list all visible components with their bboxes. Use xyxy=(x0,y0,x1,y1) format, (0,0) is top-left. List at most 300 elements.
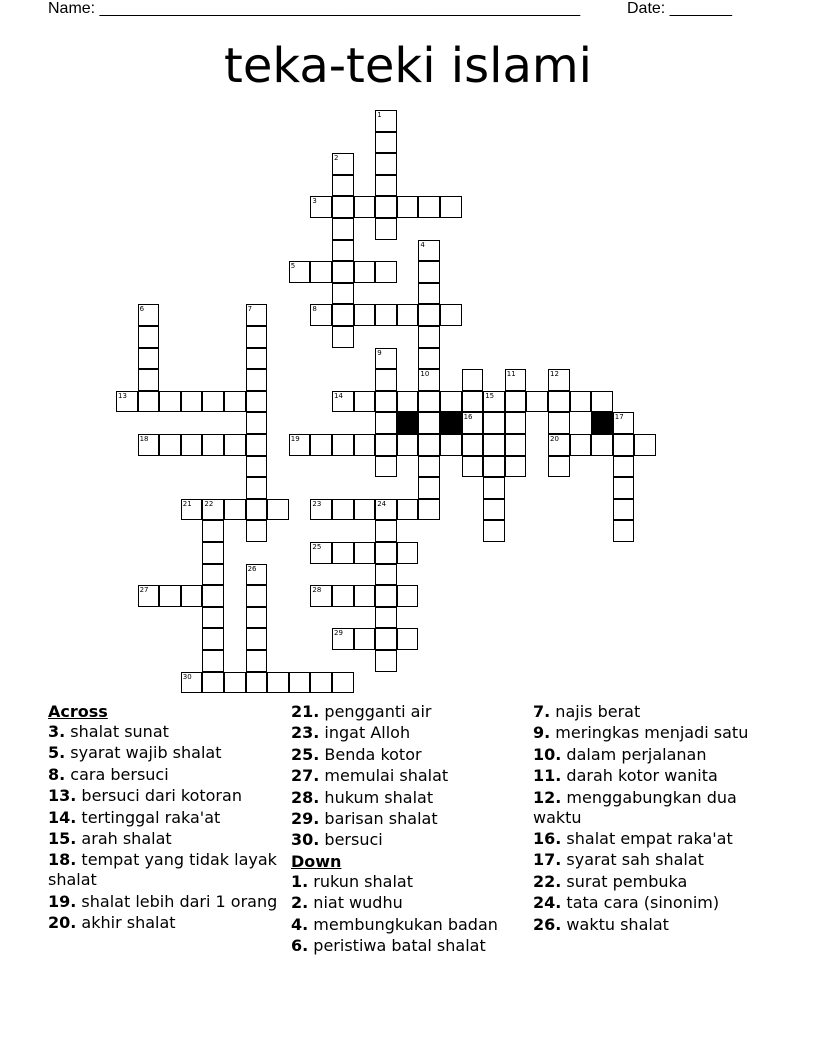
clue-number-label: 23. xyxy=(291,723,320,743)
grid-cell[interactable] xyxy=(354,261,376,283)
grid-cell[interactable] xyxy=(138,434,160,456)
clue-number: 8 xyxy=(312,305,317,314)
grid-cell[interactable] xyxy=(138,304,160,326)
down-clue xyxy=(291,936,526,956)
clue-number: 15 xyxy=(485,391,495,400)
grid-cell[interactable] xyxy=(354,499,376,521)
grid-cell[interactable] xyxy=(613,412,635,434)
grid-cell[interactable] xyxy=(613,456,635,478)
across-clue xyxy=(291,745,526,765)
grid-cell[interactable] xyxy=(375,153,397,175)
grid-cell[interactable] xyxy=(440,434,462,456)
clue-number-label: 29. xyxy=(291,808,320,828)
grid-cell[interactable] xyxy=(202,434,224,456)
grid-cell[interactable] xyxy=(332,304,354,326)
grid-cell[interactable] xyxy=(570,434,592,456)
grid-cell[interactable] xyxy=(224,672,246,694)
across-clue xyxy=(291,723,526,743)
clue-text: cara bersuci xyxy=(65,764,169,784)
clue-number-label: 12. xyxy=(533,787,562,807)
grid-cell[interactable] xyxy=(246,499,268,521)
grid-cell[interactable] xyxy=(375,196,397,218)
clue-number: 20 xyxy=(550,435,559,443)
down-clue xyxy=(533,915,768,935)
clue-number: 27 xyxy=(139,586,149,595)
grid-cell[interactable] xyxy=(310,542,332,564)
grid-cell[interactable] xyxy=(310,261,332,283)
clue-number-label: 14. xyxy=(48,807,77,827)
clue-number-label: 8. xyxy=(48,764,66,784)
grid-cell[interactable] xyxy=(246,585,268,607)
clue-text: memulai shalat xyxy=(319,766,449,786)
clue-number: 10 xyxy=(420,370,430,379)
grid-cell[interactable] xyxy=(332,218,354,240)
clue-number-label: 7. xyxy=(533,702,551,721)
grid-block-cell xyxy=(591,412,613,434)
grid-cell[interactable] xyxy=(418,477,440,499)
clue-text: shalat lebih dari 1 orang xyxy=(76,891,278,911)
grid-cell[interactable] xyxy=(440,391,462,413)
down-clue xyxy=(533,766,768,786)
grid-cell[interactable] xyxy=(138,391,160,413)
clue-number: 12 xyxy=(550,370,559,379)
clue-text: rukun shalat xyxy=(308,871,413,891)
grid-cell[interactable] xyxy=(613,520,635,542)
grid-cell[interactable] xyxy=(418,348,440,370)
clue-number-label: 2. xyxy=(291,893,309,913)
grid-cell[interactable] xyxy=(224,499,246,521)
clue-number: 29 xyxy=(334,629,343,638)
grid-cell[interactable] xyxy=(418,412,440,434)
across-clue xyxy=(48,808,283,828)
grid-cell[interactable] xyxy=(246,326,268,348)
grid-cell[interactable] xyxy=(462,391,484,413)
clue-number: 9 xyxy=(377,348,382,357)
grid-cell[interactable] xyxy=(246,477,268,499)
clue-number-label: 19. xyxy=(48,891,77,911)
across-clue-list-continued xyxy=(291,702,526,850)
down-clue-list-continued xyxy=(533,702,768,935)
grid-cell[interactable] xyxy=(483,456,505,478)
clue-number: 24 xyxy=(377,499,387,508)
clue-text: ingat Alloh xyxy=(319,723,411,743)
grid-cell[interactable] xyxy=(138,348,160,370)
grid-cell[interactable] xyxy=(159,434,181,456)
clue-number: 17 xyxy=(614,413,624,422)
grid-cell[interactable] xyxy=(375,564,397,586)
across-clue xyxy=(48,786,283,806)
down-clue xyxy=(291,893,526,913)
grid-cell[interactable] xyxy=(375,369,397,391)
grid-cell[interactable] xyxy=(159,585,181,607)
grid-cell[interactable] xyxy=(138,585,160,607)
grid-cell[interactable] xyxy=(397,391,419,413)
grid-cell[interactable] xyxy=(246,348,268,370)
page-title: teka-teki islami xyxy=(224,38,592,94)
clue-number: 21 xyxy=(182,499,192,508)
clue-number-label: 21. xyxy=(291,702,320,721)
across-clue xyxy=(291,766,526,786)
grid-cell[interactable] xyxy=(181,434,203,456)
across-clue xyxy=(48,722,283,742)
grid-cell[interactable] xyxy=(116,391,138,413)
grid-cell[interactable] xyxy=(375,110,397,132)
grid-cell[interactable] xyxy=(570,391,592,413)
clue-number: 2 xyxy=(334,154,339,163)
grid-cell[interactable] xyxy=(397,542,419,564)
grid-cell[interactable] xyxy=(375,348,397,370)
clue-text: shalat sunat xyxy=(65,722,169,741)
grid-cell[interactable] xyxy=(246,391,268,413)
grid-cell[interactable] xyxy=(440,304,462,326)
clue-number-label: 13. xyxy=(48,786,77,806)
grid-cell[interactable] xyxy=(548,456,570,478)
clue-number: 25 xyxy=(312,543,322,551)
grid-cell[interactable] xyxy=(246,520,268,542)
grid-cell[interactable] xyxy=(246,650,268,672)
grid-cell[interactable] xyxy=(483,499,505,521)
clue-number-label: 25. xyxy=(291,744,320,764)
down-clue xyxy=(533,702,768,722)
grid-cell[interactable] xyxy=(310,585,332,607)
grid-cell[interactable] xyxy=(548,369,570,391)
grid-cell[interactable] xyxy=(224,391,246,413)
grid-cell[interactable] xyxy=(418,456,440,478)
grid-cell[interactable] xyxy=(418,261,440,283)
grid-cell[interactable] xyxy=(397,585,419,607)
clue-number: 6 xyxy=(139,305,145,314)
clue-number: 1 xyxy=(377,111,382,119)
grid-cell[interactable] xyxy=(332,283,354,305)
clue-text: dalam perjalanan xyxy=(561,744,707,764)
clue-number: 19 xyxy=(290,435,300,443)
grid-cell[interactable] xyxy=(246,304,268,326)
grid-cell[interactable] xyxy=(462,369,484,391)
grid-cell[interactable] xyxy=(246,672,268,694)
down-clue xyxy=(291,915,526,935)
clue-number: 5 xyxy=(290,262,296,271)
grid-cell[interactable] xyxy=(418,304,440,326)
grid-cell[interactable] xyxy=(418,434,440,456)
clue-number-label: 20. xyxy=(48,913,77,933)
clue-number: 30 xyxy=(182,672,192,681)
clue-text: arah shalat xyxy=(76,828,172,848)
across-clue xyxy=(48,765,283,785)
grid-cell[interactable] xyxy=(246,628,268,650)
clue-text: hukum shalat xyxy=(319,787,434,807)
grid-cell[interactable] xyxy=(354,628,376,650)
down-clue xyxy=(533,829,768,849)
across-clue xyxy=(48,892,283,912)
clue-number: 28 xyxy=(312,586,322,595)
grid-cell[interactable] xyxy=(159,391,181,413)
grid-cell[interactable] xyxy=(332,391,354,413)
down-clue xyxy=(291,872,526,892)
clue-number: 4 xyxy=(420,240,425,249)
clue-number: 13 xyxy=(118,391,127,400)
across-clue xyxy=(48,913,283,933)
grid-cell[interactable] xyxy=(332,196,354,218)
across-clue xyxy=(48,850,283,890)
clue-number-label: 22. xyxy=(533,871,562,891)
clue-number-label: 6. xyxy=(291,935,309,955)
clue-number: 23 xyxy=(312,499,322,508)
clue-text: pengganti air xyxy=(319,702,432,721)
grid-cell[interactable] xyxy=(181,672,203,694)
grid-cell[interactable] xyxy=(310,499,332,521)
clue-text: akhir shalat xyxy=(76,913,176,933)
clue-number-label: 4. xyxy=(291,914,309,934)
grid-cell[interactable] xyxy=(246,412,268,434)
grid-cell[interactable] xyxy=(181,499,203,521)
clue-text: bersuci xyxy=(319,830,383,850)
clue-number-label: 28. xyxy=(291,787,320,807)
across-clue xyxy=(48,829,283,849)
grid-cell[interactable] xyxy=(354,585,376,607)
grid-cell[interactable] xyxy=(289,261,311,283)
grid-cell[interactable] xyxy=(397,628,419,650)
clue-number-label: 18. xyxy=(48,850,77,870)
grid-cell[interactable] xyxy=(397,196,419,218)
grid-cell[interactable] xyxy=(202,564,224,586)
grid-cell[interactable] xyxy=(202,391,224,413)
clue-number: 11 xyxy=(506,370,516,379)
grid-cell[interactable] xyxy=(246,369,268,391)
grid-cell[interactable] xyxy=(483,391,505,413)
grid-cell[interactable] xyxy=(483,477,505,499)
grid-cell[interactable] xyxy=(246,434,268,456)
grid-cell[interactable] xyxy=(332,499,354,521)
grid-cell[interactable] xyxy=(202,607,224,629)
grid-cell[interactable] xyxy=(246,607,268,629)
clue-number-label: 11. xyxy=(533,766,562,786)
across-clue-list xyxy=(48,722,283,933)
grid-cell[interactable] xyxy=(483,412,505,434)
grid-cell[interactable] xyxy=(375,218,397,240)
grid-cell[interactable] xyxy=(332,542,354,564)
clue-number-label: 26. xyxy=(533,914,562,934)
clue-text: darah kotor wanita xyxy=(561,766,718,786)
grid-cell[interactable] xyxy=(591,391,613,413)
clues-column-3 xyxy=(533,702,768,936)
name-field-label: Name: ______________________________________________________ xyxy=(48,0,581,17)
clue-text: peristiwa batal shalat xyxy=(308,935,486,955)
grid-cell[interactable] xyxy=(354,391,376,413)
clue-number: 7 xyxy=(247,305,253,314)
across-clue xyxy=(48,743,283,763)
grid-cell[interactable] xyxy=(332,175,354,197)
clue-number-label: 16. xyxy=(533,828,562,848)
grid-cell[interactable] xyxy=(289,434,311,456)
clue-text: tempat yang tidak layak shalat xyxy=(48,850,277,890)
clue-text: syarat wajib shalat xyxy=(65,743,222,763)
grid-cell[interactable] xyxy=(418,326,440,348)
grid-cell[interactable] xyxy=(354,304,376,326)
grid-cell[interactable] xyxy=(375,628,397,650)
grid-block-cell xyxy=(397,412,419,434)
grid-cell[interactable] xyxy=(526,391,548,413)
grid-cell[interactable] xyxy=(634,434,656,456)
grid-cell[interactable] xyxy=(505,412,527,434)
grid-cell[interactable] xyxy=(440,196,462,218)
clue-number-label: 24. xyxy=(533,893,562,913)
grid-cell[interactable] xyxy=(483,434,505,456)
grid-cell[interactable] xyxy=(462,456,484,478)
down-clue xyxy=(533,893,768,913)
grid-cell[interactable] xyxy=(138,369,160,391)
grid-cell[interactable] xyxy=(202,520,224,542)
grid-cell[interactable] xyxy=(613,499,635,521)
grid-cell[interactable] xyxy=(375,304,397,326)
grid-cell[interactable] xyxy=(375,542,397,564)
grid-cell[interactable] xyxy=(181,391,203,413)
grid-cell[interactable] xyxy=(505,369,527,391)
across-clue xyxy=(291,788,526,808)
grid-cell[interactable] xyxy=(202,585,224,607)
grid-cell[interactable] xyxy=(375,607,397,629)
grid-cell[interactable] xyxy=(202,499,224,521)
down-clue-list xyxy=(291,872,526,956)
grid-cell[interactable] xyxy=(375,456,397,478)
clue-number: 22 xyxy=(204,499,214,508)
grid-cell[interactable] xyxy=(332,261,354,283)
grid-cell[interactable] xyxy=(354,542,376,564)
grid-cell[interactable] xyxy=(202,628,224,650)
grid-cell[interactable] xyxy=(397,304,419,326)
grid-cell[interactable] xyxy=(267,672,289,694)
down-clue xyxy=(533,850,768,870)
grid-cell[interactable] xyxy=(418,240,440,262)
clue-number: 3 xyxy=(312,197,317,206)
grid-cell[interactable] xyxy=(310,304,332,326)
grid-cell[interactable] xyxy=(397,434,419,456)
clue-text: bersuci dari kotoran xyxy=(76,786,242,806)
grid-cell[interactable] xyxy=(332,672,354,694)
across-clue xyxy=(291,809,526,829)
clue-text: Benda kotor xyxy=(319,744,422,764)
grid-cell[interactable] xyxy=(354,434,376,456)
grid-cell[interactable] xyxy=(375,434,397,456)
clue-number-label: 30. xyxy=(291,830,320,850)
date-field-label: Date: _______ xyxy=(627,0,732,17)
clue-number-label: 3. xyxy=(48,722,66,741)
clue-number: 16 xyxy=(463,413,473,422)
grid-cell[interactable] xyxy=(332,153,354,175)
clue-text: menggabungkan dua waktu xyxy=(533,787,737,827)
grid-cell[interactable] xyxy=(202,672,224,694)
grid-cell[interactable] xyxy=(181,585,203,607)
grid-cell[interactable] xyxy=(418,196,440,218)
grid-cell[interactable] xyxy=(289,672,311,694)
grid-cell[interactable] xyxy=(418,391,440,413)
clue-text: shalat empat raka'at xyxy=(561,828,733,848)
clue-text: membungkukan badan xyxy=(308,914,498,934)
grid-cell[interactable] xyxy=(505,456,527,478)
clue-text: barisan shalat xyxy=(319,808,438,828)
clue-text: meringkas menjadi satu xyxy=(550,723,749,743)
grid-cell[interactable] xyxy=(246,564,268,586)
grid-cell[interactable] xyxy=(505,434,527,456)
grid-cell[interactable] xyxy=(332,585,354,607)
grid-cell[interactable] xyxy=(310,196,332,218)
clue-number: 18 xyxy=(139,435,149,443)
clue-text: syarat sah shalat xyxy=(561,850,704,870)
clue-text: najis berat xyxy=(550,702,641,721)
clue-number-label: 17. xyxy=(533,850,562,870)
grid-cell[interactable] xyxy=(202,650,224,672)
clue-number-label: 10. xyxy=(533,744,562,764)
clue-text: surat pembuka xyxy=(561,871,688,891)
grid-cell[interactable] xyxy=(202,542,224,564)
grid-cell[interactable] xyxy=(332,326,354,348)
clue-number: 26 xyxy=(247,564,257,573)
grid-cell[interactable] xyxy=(310,434,332,456)
grid-cell[interactable] xyxy=(375,175,397,197)
grid-cell[interactable] xyxy=(354,196,376,218)
grid-cell[interactable] xyxy=(332,628,354,650)
down-clue xyxy=(533,872,768,892)
across-clue xyxy=(291,830,526,850)
clue-text: tata cara (sinonim) xyxy=(561,893,720,913)
grid-cell[interactable] xyxy=(613,434,635,456)
grid-cell[interactable] xyxy=(246,456,268,478)
clue-text: tertinggal raka'at xyxy=(76,807,221,827)
grid-cell[interactable] xyxy=(462,412,484,434)
grid-cell[interactable] xyxy=(267,499,289,521)
down-heading: Down xyxy=(291,851,342,871)
grid-cell[interactable] xyxy=(375,391,397,413)
grid-cell[interactable] xyxy=(375,132,397,154)
down-clue xyxy=(533,723,768,743)
grid-cell[interactable] xyxy=(332,434,354,456)
grid-cell[interactable] xyxy=(397,499,419,521)
grid-cell[interactable] xyxy=(462,434,484,456)
clue-number-label: 15. xyxy=(48,828,77,848)
grid-cell[interactable] xyxy=(138,326,160,348)
grid-cell[interactable] xyxy=(375,412,397,434)
grid-cell[interactable] xyxy=(375,650,397,672)
clue-number-label: 9. xyxy=(533,723,551,743)
grid-block-cell xyxy=(440,412,462,434)
grid-cell[interactable] xyxy=(375,585,397,607)
grid-cell[interactable] xyxy=(483,520,505,542)
grid-cell[interactable] xyxy=(418,369,440,391)
across-clue xyxy=(291,702,526,722)
grid-cell[interactable] xyxy=(418,283,440,305)
grid-cell[interactable] xyxy=(375,520,397,542)
grid-cell[interactable] xyxy=(548,434,570,456)
grid-cell[interactable] xyxy=(591,434,613,456)
grid-cell[interactable] xyxy=(613,477,635,499)
clue-number-label: 27. xyxy=(291,766,320,786)
grid-cell[interactable] xyxy=(375,499,397,521)
clues-column-2 xyxy=(291,702,526,957)
grid-cell[interactable] xyxy=(548,412,570,434)
grid-cell[interactable] xyxy=(418,499,440,521)
grid-cell[interactable] xyxy=(332,240,354,262)
grid-cell[interactable] xyxy=(224,434,246,456)
grid-cell[interactable] xyxy=(310,672,332,694)
clue-number-label: 1. xyxy=(291,871,309,891)
grid-cell[interactable] xyxy=(375,261,397,283)
clue-number-label: 5. xyxy=(48,743,66,763)
down-clue xyxy=(533,745,768,765)
grid-cell[interactable] xyxy=(548,391,570,413)
down-clue xyxy=(533,788,768,828)
grid-cell[interactable] xyxy=(505,391,527,413)
across-heading: Across xyxy=(48,702,108,721)
clue-text: niat wudhu xyxy=(308,893,403,913)
